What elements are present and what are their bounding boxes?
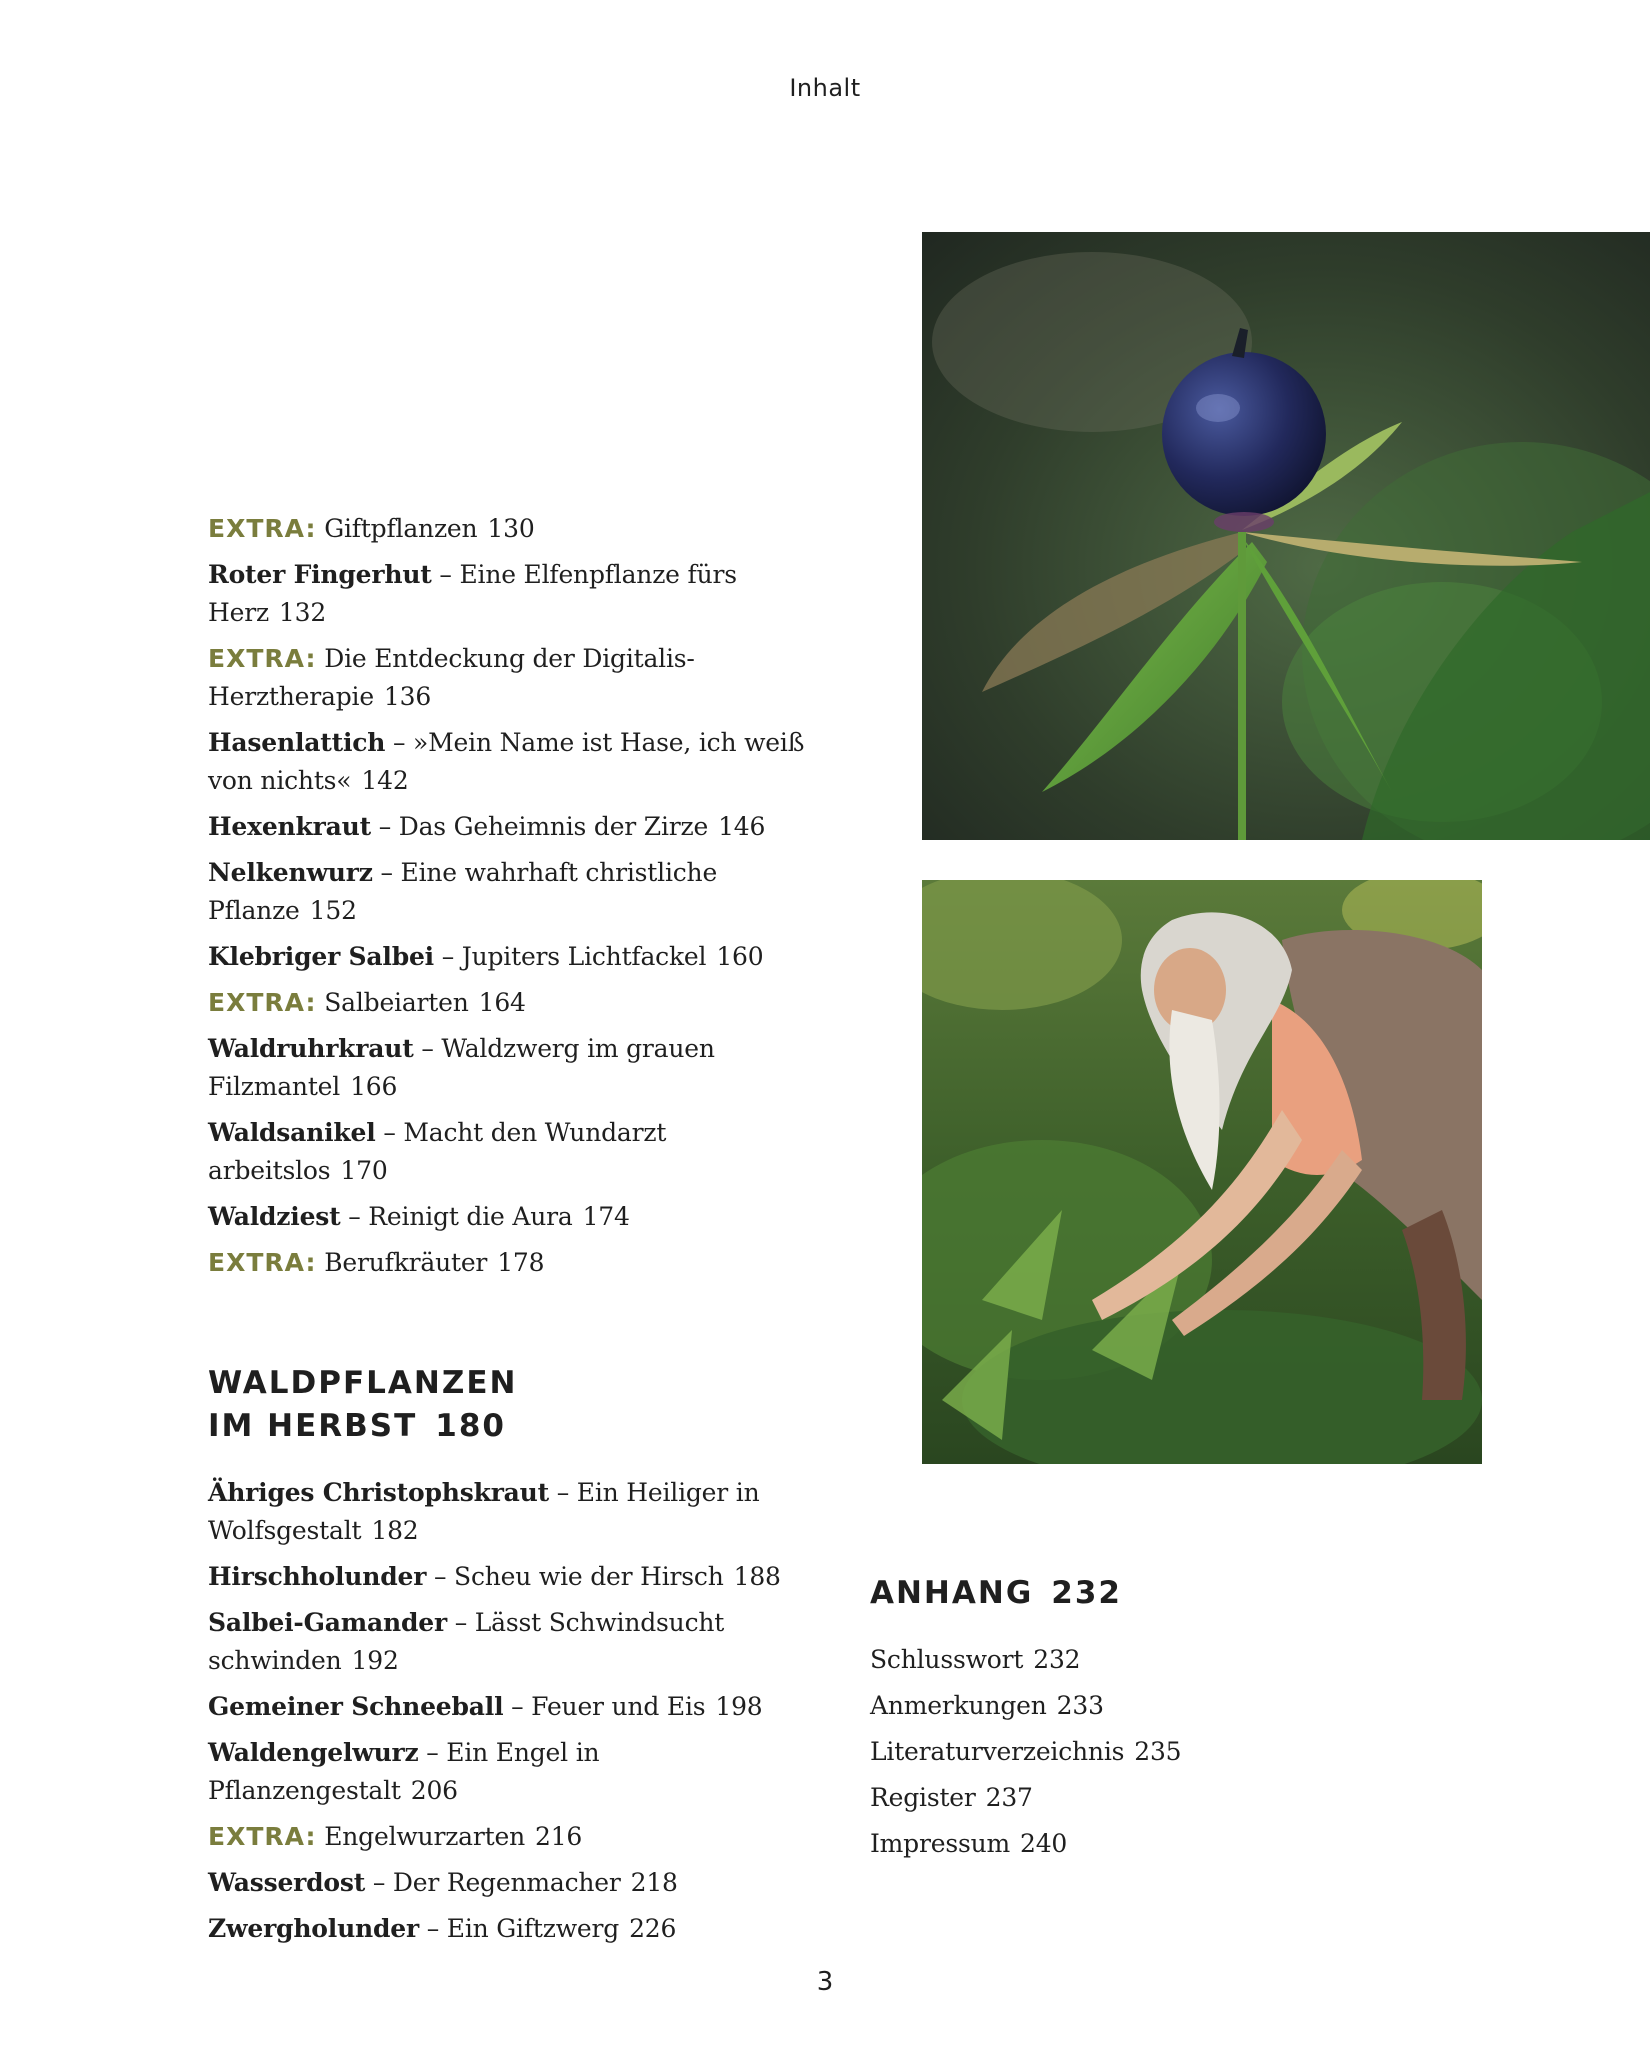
plant-name: Ähriges Christophskraut [208,1478,549,1507]
page-number: 180 [435,1408,506,1444]
entry-text: Schlusswort [870,1645,1024,1674]
toc-list-summer [208,510,848,1282]
section-heading-appendix[interactable] [870,1572,1390,1615]
page-number: 237 [985,1783,1033,1812]
page-number: 206 [410,1776,458,1805]
toc-entry[interactable] [208,1818,848,1856]
extra-label: EXTRA: [208,644,317,673]
page-number: 174 [582,1202,630,1231]
entry-text: – Lässt Schwindsucht schwinden [208,1608,725,1675]
toc-entry[interactable] [208,1558,848,1596]
plant-name: Salbei-Gamander [208,1608,447,1637]
photo-herb-paris-berry [922,232,1650,840]
entry-text: Anmerkungen [870,1691,1047,1720]
extra-label: EXTRA: [208,1248,317,1277]
entry-text: – »Mein Name ist Hase, ich weiß von nichts« [208,728,805,795]
toc-entry[interactable] [208,724,848,800]
page-number: 188 [733,1562,781,1591]
page-number: 166 [350,1072,398,1101]
entry-text: Giftpflanzen [324,514,478,543]
toc-entry[interactable] [870,1825,1390,1863]
toc-entry[interactable] [208,984,848,1022]
entry-text: Literaturverzeichnis [870,1737,1125,1766]
entry-text: – Ein Heiliger in Wolfsgestalt [208,1478,760,1545]
toc-entry[interactable] [870,1641,1390,1679]
extra-label: EXTRA: [208,1822,317,1851]
entry-text: – Waldzwerg im grauen Filzmantel [208,1034,715,1101]
plant-name: Zwergholunder [208,1914,419,1943]
berry-plant-illustration [922,232,1650,840]
plant-name: Wasserdost [208,1868,366,1897]
plant-name: Nelkenwurz [208,858,373,887]
entry-text: – Ein Giftzwerg [426,1914,620,1943]
toc-entry[interactable] [208,1198,848,1236]
toc-entry[interactable] [208,556,848,632]
plant-name: Klebriger Salbei [208,942,434,971]
entry-text: – Eine wahrhaft christliche Pflanze [208,858,718,925]
page-number: 152 [309,896,357,925]
section-heading-line: WALDPFLANZEN [208,1365,518,1401]
toc-entry[interactable] [208,1474,848,1550]
page-number: 198 [715,1692,763,1721]
entry-text: Engelwurzarten [324,1822,525,1851]
entry-text: – Das Geheimnis der Zirze [378,812,709,841]
entry-text: Berufkräuter [324,1248,488,1277]
toc-entry[interactable] [870,1779,1390,1817]
entry-text: Salbeiarten [324,988,469,1017]
section-heading-text: IM HERBST [208,1408,418,1444]
page-number: 178 [497,1248,545,1277]
toc-entry[interactable] [870,1687,1390,1725]
section-heading-text: ANHANG [870,1575,1034,1611]
entry-text: – Macht den Wundarzt arbeitslos [208,1118,667,1185]
plant-name: Hexenkraut [208,812,371,841]
page-number: 182 [371,1516,419,1545]
extra-label: EXTRA: [208,988,317,1017]
running-head: Inhalt [789,74,861,102]
entry-text: – Ein Engel in Pflanzengestalt [208,1738,600,1805]
entry-text: – Jupiters Lichtfackel [441,942,707,971]
toc-entry[interactable] [208,1864,848,1902]
entry-text: – Scheu wie der Hirsch [433,1562,724,1591]
plant-name: Waldruhrkraut [208,1034,414,1063]
plant-name: Waldengelwurz [208,1738,419,1767]
toc-entry[interactable] [208,1734,848,1810]
extra-label: EXTRA: [208,514,317,543]
toc-entry[interactable] [208,938,848,976]
plant-name: Waldsanikel [208,1118,376,1147]
toc-entry[interactable] [870,1733,1390,1771]
page-number: 142 [361,766,409,795]
section-heading-autumn[interactable] [208,1362,848,1448]
page-number-footer: 3 [816,1967,834,1997]
page-number: 233 [1056,1691,1104,1720]
page-number: 218 [630,1868,678,1897]
page-number: 132 [278,598,327,627]
toc-entry[interactable] [208,808,848,846]
page-number: 130 [487,514,535,543]
page-number: 164 [478,988,526,1017]
page-number: 235 [1134,1737,1182,1766]
page-number: 232 [1033,1645,1081,1674]
plant-name: Roter Fingerhut [208,560,432,589]
toc-list-autumn [208,1474,848,1948]
page-number: 216 [534,1822,583,1851]
entry-text: – Reinigt die Aura [348,1202,573,1231]
plant-name: Waldziest [208,1202,341,1231]
toc-entry[interactable] [208,640,848,716]
toc-entry[interactable] [208,1114,848,1190]
toc-list-appendix [870,1641,1390,1863]
toc-entry[interactable] [208,1244,848,1282]
entry-text: Register [870,1783,976,1812]
toc-entry[interactable] [208,1910,848,1948]
page-number: 192 [351,1646,399,1675]
toc-entry[interactable] [208,510,848,548]
toc-right-column [870,1572,1390,1871]
page-number: 226 [629,1914,677,1943]
page-number: 170 [340,1156,388,1185]
page-number: 240 [1020,1829,1068,1858]
page-number: 160 [716,942,764,971]
toc-entry[interactable] [208,1030,848,1106]
toc-entry[interactable] [208,854,848,930]
page-number: 232 [1051,1575,1122,1611]
page-number: 136 [383,682,432,711]
entry-text: Impressum [870,1829,1010,1858]
photo-herbalist-in-forest [922,880,1482,1464]
toc-left-column [208,510,848,1956]
entry-text: – Eine Elfenpflanze fürs Herz [208,560,737,627]
entry-text: – Der Regenmacher [372,1868,621,1897]
plant-name: Hirschholunder [208,1562,427,1591]
toc-entry[interactable] [208,1688,848,1726]
section-heading-line [208,1405,848,1448]
plant-name: Hasenlattich [208,728,386,757]
herbalist-illustration [922,880,1482,1464]
page-number: 146 [718,812,766,841]
entry-text: – Feuer und Eis [511,1692,706,1721]
entry-text: Die Entdeckung der Digitalis-Herztherapie [208,644,695,711]
plant-name: Gemeiner Schneeball [208,1692,504,1721]
toc-entry[interactable] [208,1604,848,1680]
